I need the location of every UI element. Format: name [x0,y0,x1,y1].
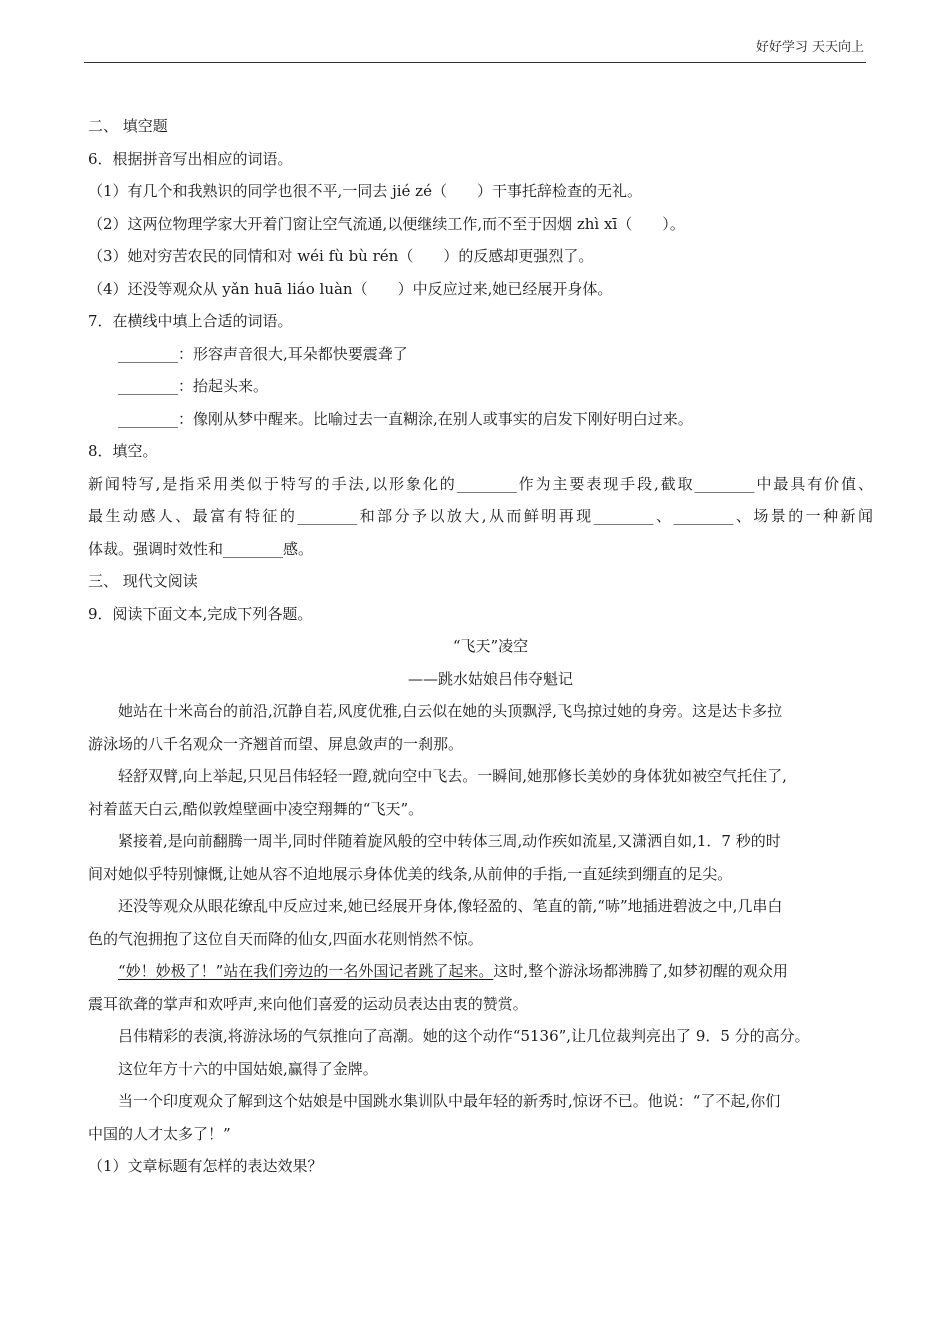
article-para-1-line-1: 她站在十米高台的前沿,沉静自若,风度优雅,白云似在她的头顶飘浮,飞鸟掠过她的身旁。这是达卡多拉 [118,702,783,720]
article-para-2-line-1: 轻舒双臂,向上举起,只见吕伟轻轻一蹬,就向空中飞去。一瞬间,她那修长美妙的身体犹如被空气托住了, [118,767,787,785]
article-para-8-line-1: 当一个印度观众了解到这个姑娘是中国跳水集训队中最年轻的新秀时,惊讶不已。他说：“了不起,你们 [118,1092,781,1110]
article-para-2-line-2: 衬着蓝天白云,酷似敦煌壁画中凌空翔舞的“飞天”。 [88,799,424,818]
article-para-1-line-2: 游泳场的八千名观众一齐翘首而望、屏息敛声的一刹那。 [88,734,464,753]
article-para-8-line-2: 中国的人才太多了！” [88,1124,231,1143]
q6-item-3: （3）她对穷苦农民的同情和对 wéi fù bù rén（ ）的反感却更强烈了。 [88,247,594,265]
q7-item-1: ________：形容声音很大,耳朵都快要震聋了 [118,344,408,363]
q9-sub-question-1: （1）文章标题有怎样的表达效果？ [88,1157,323,1175]
q8-line-1: 新闻特写,是指采用类似于特写的手法,以形象化的________作为主要表现手段,截取________中最具有价值、 [88,474,873,493]
q8-line-3: 体裁。强调时效性和________感。 [88,539,314,558]
article-para-3-line-2: 间对她似乎特别慷慨,让她从容不迫地展示身体优美的线条,从前伸的手指,一直延续到绷直的足尖。 [88,864,733,883]
q9-stem: 9．阅读下面文本,完成下列各题。 [88,604,313,623]
q8-line-2: 最生动感人、最富有特征的________和部分予以放大,从而鲜明再现________、________、场景的一种新闻 [88,507,873,525]
article-para-4-line-1: 还没等观众从眼花缭乱中反应过来,她已经展开身体,像轻盈的、笔直的箭,“哧”地插进碧波之中,几串白 [118,897,783,915]
q7-item-3: ________：像刚从梦中醒来。比喻过去一直糊涂,在别人或事实的启发下刚好明白过来。 [118,409,693,428]
q6-item-1: （1）有几个和我熟识的同学也很不平,一同去 jié zé（ ）干事托辞检查的无礼。 [88,182,642,200]
q7-item-2: ________：抬起头来。 [118,377,269,395]
q6-item-4: （4）还没等观众从 yǎn huā liáo luàn（ ）中反应过来,她已经展开身体。 [88,279,613,298]
section-3-heading: 三、 现代文阅读 [88,572,198,590]
q8-stem: 8．填空。 [88,442,158,460]
article-para-7: 这位年方十六的中国姑娘,赢得了金牌。 [118,1059,378,1078]
q6-stem: 6．根据拼音写出相应的词语。 [88,149,293,168]
article-para-5-line-1 [88,960,873,993]
article-para-6: 吕伟精彩的表演,将游泳场的气氛推向了高潮。她的这个动作“5136”,让几位裁判亮出了 9．5 分的高分。 [118,1027,810,1045]
article-subtitle: ——跳水姑娘吕伟夺魁记 [407,669,573,688]
section-2-heading: 二、 填空题 [88,117,168,135]
header-divider [84,62,866,63]
article-para-5-line-2: 震耳欲聋的掌声和欢呼声,来向他们喜爱的运动员表达由衷的赞赏。 [88,994,528,1013]
article-para-3-line-1: 紧接着,是向前翻腾一周半,同时伴随着旋风般的空中转体三周,动作疾如流星,又潇洒自如,1．7 秒的时 [118,832,781,850]
article-title: “飞天”凌空 [452,637,529,655]
underlined-quote: “妙！妙极了！”站在我们旁边的一名外国记者跳了起来。 [118,962,494,980]
q7-stem: 7．在横线中填上合适的词语。 [88,312,293,330]
article-para-4-line-2: 色的气泡拥抱了这位自天而降的仙女,四面水花则悄然不惊。 [88,929,483,948]
para-5-continuation: 这时,整个游泳场都沸腾了,如梦初醒的观众用 [493,962,788,980]
q6-item-2: （2）这两位物理学家大开着门窗让空气流通,以便继续工作,而不至于因烟 zhì xī（ ）。 [88,214,685,233]
page-header-motto: 好好学习 天天向上 [755,40,864,55]
document-body [88,115,873,1188]
